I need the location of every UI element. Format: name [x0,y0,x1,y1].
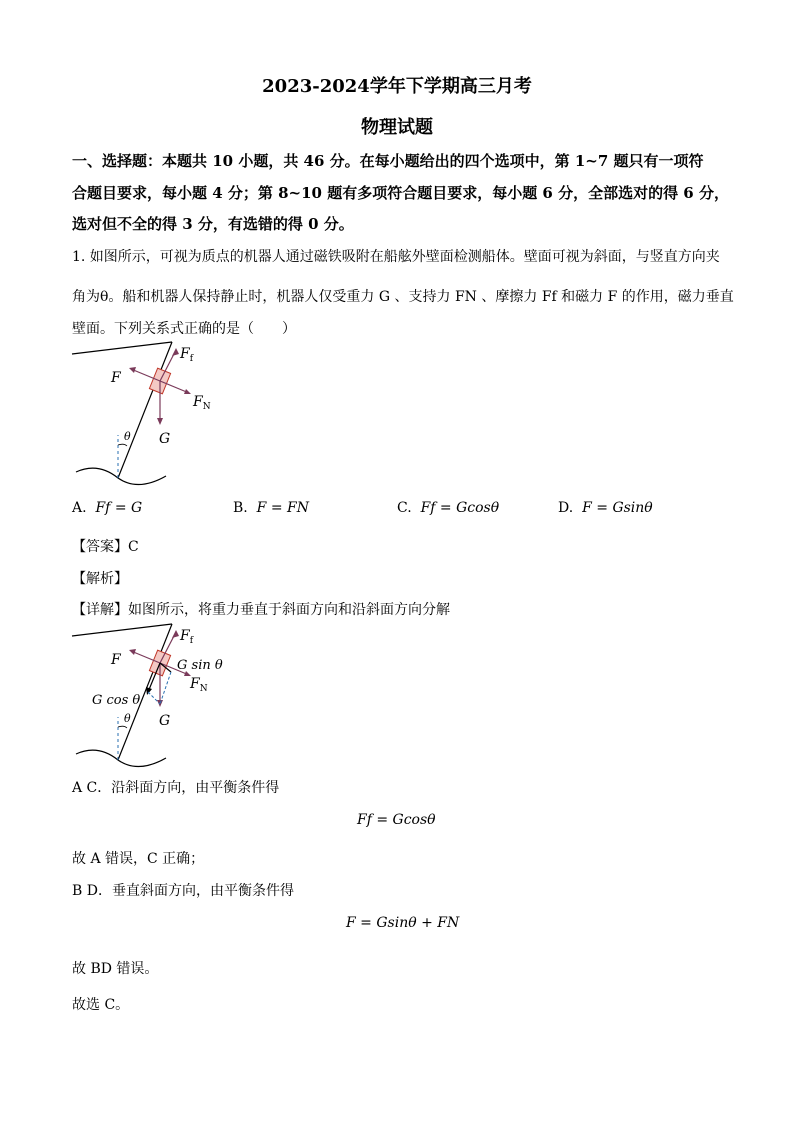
step-ac-conclusion: 故 A 错误，C 正确； [72,851,205,867]
exam-title: 2023-2024学年下学期高三月考 [262,76,532,97]
final-answer: 故选 C。 [72,997,130,1013]
gravity-label: G [159,713,171,729]
figure-force-decomposition [68,622,238,772]
equation-friction: Ff = Gcosθ [357,812,436,828]
answer: 【答案】C [72,539,139,555]
magnetic-force-label: F [111,370,121,386]
theta-label: θ [124,430,131,443]
section-header-line2: 合题目要求，每小题 4 分；第 8~10 题有多项符合题目要求，每小题 6 分，全部选对的得 6 分， [72,184,729,202]
analysis-label: 【解析】 [72,571,128,587]
friction-label: $F_f$ [180,628,194,646]
step-bd-conclusion: 故 BD 错误。 [72,961,159,977]
step-bd: B D．垂直斜面方向，由平衡条件得 [72,883,294,899]
magnetic-force-label: F [111,652,121,668]
friction-label: $F_f$ [180,346,194,364]
g-cos-label: G cos θ [92,693,141,708]
normal-force-label: $F_N$ [190,676,208,694]
step-ac: A C．沿斜面方向，由平衡条件得 [72,780,280,796]
equation-normal: F = Gsinθ + FN [346,915,460,931]
question-line2: 角为θ。船和机器人保持静止时，机器人仅受重力 G 、支持力 FN 、摩擦力 Ff 和磁力 F 的作用，磁力垂直 [72,289,734,305]
option-a: A. Ff = G [72,500,143,516]
question-line1: 1. 如图所示，可视为质点的机器人通过磁铁吸附在船舷外壁面检测船体。壁面可视为斜面，与竖直方向夹 [72,249,720,265]
option-c: C. Ff = Gcosθ [397,500,500,516]
normal-force-label: $F_N$ [193,394,211,412]
option-d: D. F = Gsinθ [558,500,653,516]
question-line3: 壁面。下列关系式正确的是（ ） [72,321,296,337]
section-header-line3: 选对但不全的得 3 分，有选错的得 0 分。 [72,215,354,233]
figure-robot-on-hull [68,340,228,490]
subject-title: 物理试题 [361,117,433,138]
theta-label: θ [124,712,131,725]
g-sin-label: G sin θ [177,658,223,673]
option-b: B. F = FN [233,500,309,516]
section-header-line1: 一、选择题：本题共 10 小题，共 46 分。在每小题给出的四个选项中，第 1~7 题只有一项符 [72,152,704,170]
gravity-label: G [159,431,171,447]
detail-text: 【详解】如图所示，将重力垂直于斜面方向和沿斜面方向分解 [72,602,450,618]
